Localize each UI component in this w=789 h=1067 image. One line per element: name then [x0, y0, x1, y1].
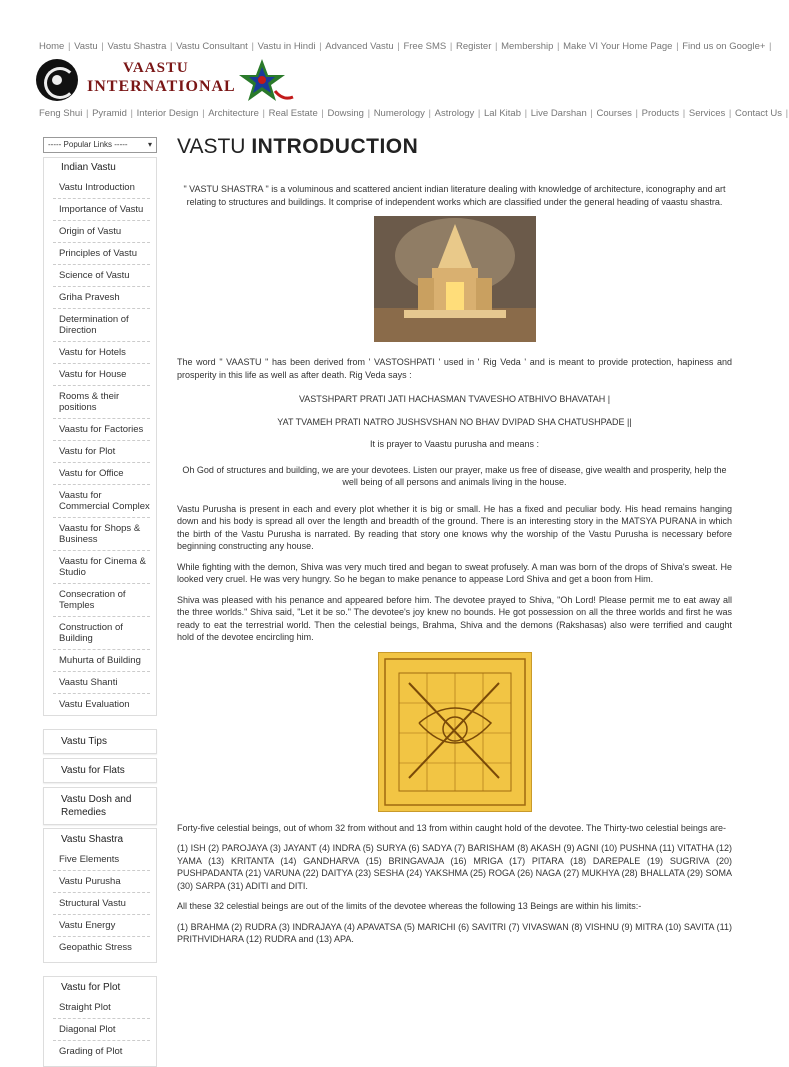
sidebar-item-vaastu-for-factories[interactable]: Vaastu for Factories — [53, 418, 150, 440]
sidebar-item-grading-of-plot[interactable]: Grading of Plot — [53, 1040, 150, 1062]
top-nav-link-find-us-on-google[interactable]: Find us on Google+ — [682, 41, 766, 52]
sub-nav — [39, 108, 789, 119]
nav-separator: | — [726, 108, 735, 119]
top-nav — [39, 41, 773, 52]
sub-nav-link-lal-kitab[interactable]: Lal Kitab — [484, 108, 521, 119]
sidebar-item-diagonal-plot[interactable]: Diagonal Plot — [53, 1018, 150, 1040]
nav-separator: | — [680, 108, 688, 119]
sub-nav-link-interior-design[interactable]: Interior Design — [136, 108, 199, 119]
nav-separator: | — [364, 108, 373, 119]
sub-nav-link-dowsing[interactable]: Dowsing — [327, 108, 364, 119]
nav-separator: | — [316, 41, 325, 52]
vastu-for-plot-heading: Vastu for Plot — [61, 982, 121, 993]
sidebar-item-determination-of-direction[interactable]: Determination of Direction — [53, 308, 150, 341]
sub-nav-link-contact-us[interactable]: Contact Us — [735, 108, 783, 119]
star-logo-icon — [237, 57, 287, 105]
sidebar-item-vastu-purusha[interactable]: Vastu Purusha — [53, 870, 150, 892]
prayer-intro: It is prayer to Vaastu purusha and means : — [370, 439, 539, 449]
sub-nav-link-products[interactable]: Products — [641, 108, 680, 119]
page-title — [177, 135, 732, 159]
nav-separator: | — [259, 108, 268, 119]
verse-line-1: VASTSHPART PRATI JATI HACHASMAN TVAVESHO ATBHIVO BHAVATAH | — [298, 394, 611, 404]
sidebar-item-vastu-for-hotels[interactable]: Vastu for Hotels — [53, 341, 150, 363]
sub-nav-link-real-estate[interactable]: Real Estate — [268, 108, 318, 119]
dropdown-value: ----- Popular Links ----- — [48, 140, 128, 149]
sub-nav-link-numerology[interactable]: Numerology — [373, 108, 425, 119]
title-light: VASTU — [177, 135, 246, 158]
fighting-paragraph: While fighting with the demon, Shiva was very much tired and began to sweat profusely. A man was born of the drops of Shiva's sweat. He looked very cruel. He was very hungry. So he began to make penance to appease Lord Shiva and get a boon from Him. — [177, 561, 732, 584]
forty-five-beings-paragraph: Forty-five celestial beings, out of whom 32 from without and 13 from within caught hold of the devotee. The Thirty-two celestial beings are- — [177, 822, 726, 833]
sidebar-item-vaastu-for-shops-and-business[interactable]: Vaastu for Shops & Business — [53, 517, 150, 550]
thirteen-list: (1) BRAHMA (2) RUDRA (3) INDRAJAYA (4) APAVATSA (5) MARICHI (6) SAVITRI (7) VIVASWAN (8) VISHNU (9) MITRA (10) SAVITA (11) PRITHVIDHARA (12) RUDRA and (13) APA. — [177, 921, 732, 944]
sidebar-section-vastu-dosh-and-remedies[interactable]: Vastu Dosh and Remedies — [43, 787, 157, 825]
nav-separator: | — [783, 108, 789, 119]
prayer-text: Oh God of structures and building, we are your devotees. Listen our prayer, make us free of disease, give wealth and prosperity, help the well being of all persons and animals living in the house. — [182, 464, 727, 487]
top-nav-link-free-sms[interactable]: Free SMS — [403, 41, 447, 52]
nav-separator: | — [98, 41, 107, 52]
dropdown-arrow-icon: ▾ — [147, 140, 152, 149]
vastu-purusha-paragraph: Vastu Purusha is present in each and every plot whether it is big or small. He has a fixed and peculiar body. His head remains hanging down and his body is spread all over the length and breadth of the ground. There is an interesting story in the MATSYA PURANA in which the birth of the Vastu Purusha is narrated. By reading that story one knows why the worship of the Vastu Purusha is necessary before beginning constructing any house. — [177, 503, 732, 551]
sidebar-item-vaastu-for-cinema-and-studio[interactable]: Vaastu for Cinema & Studio — [53, 550, 150, 583]
sub-nav-link-live-darshan[interactable]: Live Darshan — [530, 108, 587, 119]
top-nav-link-advanced-vastu[interactable]: Advanced Vastu — [325, 41, 394, 52]
top-nav-link-vastu-consultant[interactable]: Vastu Consultant — [176, 41, 248, 52]
sidebar-item-vaastu-shanti[interactable]: Vaastu Shanti — [53, 671, 150, 693]
top-nav-link-vastu-shastra[interactable]: Vastu Shastra — [107, 41, 167, 52]
vastu-for-plot-menu — [43, 976, 157, 1067]
intro-paragraph: " VASTU SHASTRA " is a voluminous and scattered ancient indian literature dealing with knowledge of architecture, iconography and art relating to structures and buildings. It comprise of independent works which are classified under the general heading of vaastu shastra. — [183, 184, 726, 207]
sidebar-item-vastu-for-office[interactable]: Vastu for Office — [53, 462, 150, 484]
nav-separator: | — [587, 108, 596, 119]
sidebar-item-rooms-and-their-positions[interactable]: Rooms & their positions — [53, 385, 150, 418]
all-32-paragraph: All these 32 celestial beings are out of the limits of the devotee whereas the following 13 Beings are within his limits:- — [177, 901, 642, 911]
nav-separator: | — [394, 41, 403, 52]
verse-line-2: YAT TVAMEH PRATI NATRO JUSHSVSHAN NO BHAV DVIPAD SHA CHATUSHPADE || — [277, 416, 632, 427]
sub-nav-link-architecture[interactable]: Architecture — [208, 108, 259, 119]
om-logo-icon — [36, 59, 78, 101]
nav-separator: | — [199, 108, 208, 119]
nav-separator: | — [447, 41, 455, 52]
sidebar-item-vaastu-for-commercial-complex[interactable]: Vaastu for Commercial Complex — [53, 484, 150, 517]
sub-nav-link-services[interactable]: Services — [688, 108, 726, 119]
nav-separator: | — [475, 108, 484, 119]
sidebar-item-vastu-energy[interactable]: Vastu Energy — [53, 914, 150, 936]
logo-text-line2: INTERNATIONAL — [87, 78, 236, 95]
nav-separator: | — [766, 41, 772, 52]
logo-text-line1: VAASTU — [123, 60, 189, 76]
sub-nav-link-pyramid[interactable]: Pyramid — [92, 108, 127, 119]
nav-separator: | — [167, 41, 176, 52]
sidebar-item-vastu-evaluation[interactable]: Vastu Evaluation — [53, 693, 150, 715]
sidebar-item-vastu-for-plot[interactable]: Vastu for Plot — [53, 440, 150, 462]
main-content — [177, 135, 732, 954]
top-nav-link-register[interactable]: Register — [455, 41, 492, 52]
sidebar-item-construction-of-building[interactable]: Construction of Building — [53, 616, 150, 649]
sub-nav-link-astrology[interactable]: Astrology — [434, 108, 475, 119]
indian-vastu-menu — [43, 157, 157, 716]
sidebar-item-consecration-of-temples[interactable]: Consecration of Temples — [53, 583, 150, 616]
sidebar-item-structural-vastu[interactable]: Structural Vastu — [53, 892, 150, 914]
sidebar-item-griha-pravesh[interactable]: Griha Pravesh — [53, 286, 150, 308]
sidebar-item-vastu-introduction[interactable]: Vastu Introduction — [59, 182, 135, 193]
sidebar-item-vastu-for-house[interactable]: Vastu for House — [53, 363, 150, 385]
shiva-pleased-paragraph: Shiva was pleased with his penance and appeared before him. The devotee prayed to Shiva, "Oh Lord! Please permit me to eat away all the three worlds." Shiva said, "Let it be so." The devotee's joy knew no bounds. He got possession on all the three worlds and first he was ready to eat the terrestrial world. Then the celestial beings, Brahma, Shiva and the demons (Rakshasas) also were terrified and caught hold of the devotee encircling him. — [177, 594, 732, 642]
sidebar-item-importance-of-vastu[interactable]: Importance of Vastu — [53, 198, 150, 220]
popular-links-dropdown[interactable] — [43, 137, 157, 153]
sidebar-section-vastu-for-flats[interactable]: Vastu for Flats — [43, 758, 157, 783]
temple-image — [374, 216, 536, 342]
sidebar-item-science-of-vastu[interactable]: Science of Vastu — [53, 264, 150, 286]
top-nav-link-membership[interactable]: Membership — [501, 41, 554, 52]
sidebar-section-vastu-tips[interactable]: Vastu Tips — [43, 729, 157, 754]
top-nav-link-home[interactable]: Home — [39, 41, 65, 52]
top-nav-link-make-vi-your-home-page[interactable]: Make VI Your Home Page — [563, 41, 673, 52]
temple-illustration — [374, 216, 536, 342]
nav-separator: | — [492, 41, 501, 52]
sidebar — [43, 137, 157, 1067]
nav-separator: | — [425, 108, 434, 119]
nav-separator: | — [248, 41, 257, 52]
vastu-shastra-menu — [43, 828, 157, 963]
nav-separator: | — [83, 108, 92, 119]
sidebar-item-straight-plot[interactable]: Straight Plot — [59, 1002, 111, 1013]
sidebar-item-muhurta-of-building[interactable]: Muhurta of Building — [53, 649, 150, 671]
nav-separator: | — [673, 41, 682, 52]
nav-separator: | — [522, 108, 530, 119]
thirty-two-list: (1) ISH (2) PAROJAYA (3) JAYANT (4) INDRA (5) SURYA (6) SADYA (7) BARISHAM (8) AKASH (9) AGNI (10) PUSHNA (11) VITATHA (12) YAMA (13) KRITANTA (14) GANDHARVA (15) BRINGAVAJA (16) MRIGA (17) PITARA (18) DAREPALE (19) SUGRIVA (20) PUSHPADANTA (21) VARUNA (22) DAITYA (23) SESHA (24) YAKSHMA (25) ROGA (26) NAGA (27) MUKHYA (28) BHALLATA (29) SOMA (30) SARPA (31) ADITI and DITI. — [177, 843, 732, 891]
site-logo[interactable] — [36, 57, 306, 107]
nav-separator: | — [554, 41, 563, 52]
word-vaastu-paragraph: The word " VAASTU " has been derived from ' VASTOSHPATI ' used in ' Rig Veda ' and is meant to provide protection, hapiness and prosperity in this life as well as after death. Rig Veda says : — [177, 357, 732, 380]
nav-separator: | — [632, 108, 641, 119]
title-bold: INTRODUCTION — [251, 135, 419, 158]
nav-separator: | — [127, 108, 136, 119]
sub-nav-link-feng-shui[interactable]: Feng Shui — [39, 108, 83, 119]
sidebar-item-five-elements[interactable]: Five Elements — [59, 854, 120, 865]
vastu-mandala-image — [378, 652, 532, 812]
sub-nav-link-courses[interactable]: Courses — [596, 108, 632, 119]
nav-separator: | — [65, 41, 74, 52]
top-nav-link-vastu-in-hindi[interactable]: Vastu in Hindi — [257, 41, 316, 52]
vastu-purusha-mandala — [379, 653, 531, 811]
sidebar-item-geopathic-stress[interactable]: Geopathic Stress — [53, 936, 150, 958]
top-nav-link-vastu[interactable]: Vastu — [74, 41, 98, 52]
nav-separator: | — [318, 108, 327, 119]
vastu-shastra-heading: Vastu Shastra — [61, 834, 124, 845]
sidebar-item-origin-of-vastu[interactable]: Origin of Vastu — [53, 220, 150, 242]
sidebar-item-principles-of-vastu[interactable]: Principles of Vastu — [53, 242, 150, 264]
indian-vastu-heading: Indian Vastu — [61, 162, 116, 173]
